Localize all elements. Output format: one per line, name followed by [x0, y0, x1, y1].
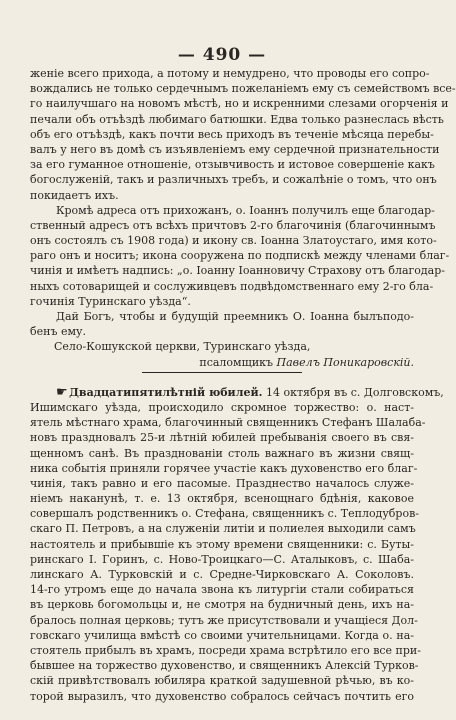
text-line: ныхъ сотоварищей и сослуживцевъ подвѣдомственнаго ему 2-го бла-: [30, 279, 434, 293]
text-line: онъ состоялъ съ 1908 года) и икону св. Іоанна Златоустаго, имя кото-: [30, 234, 437, 248]
text-line: Дай Богъ, чтобы и будущій преемникъ О. Іоанна былъподо-: [56, 310, 414, 323]
text-line: 14-го утромъ еще до начала звона къ литургіи стали собираться: [30, 583, 414, 597]
text-line: валъ у него въ домѣ съ изъявленіемъ ему сердечной признательности: [30, 142, 440, 156]
article-title: Двадцатипятилѣтній юбилей.: [69, 385, 263, 399]
text-line: бывшее на торжество духовенство, и священникъ Алексій Турков-: [30, 659, 419, 673]
signature-author: [30, 355, 414, 370]
text-line: печали объ отъѣздѣ любимаго батюшки. Едва только разнеслась вѣсть: [30, 112, 444, 126]
text-line: богослуженій, такъ и различныхъ требъ, и сожалѣніе о томъ, что онъ: [30, 173, 437, 187]
signature-block: [30, 339, 414, 369]
text-line: раго онъ и носитъ; икона сооружена по подпискѣ между членами благ-: [30, 249, 450, 263]
text-line: 14 октября въ с. Долговскомъ,: [262, 385, 444, 399]
signature-parish: Село-Кошукской церкви, Туринскаго уѣзда,: [54, 340, 311, 354]
article-first-line: [30, 384, 444, 400]
text-line: гочинія Туринскаго уѣзда“.: [30, 294, 191, 308]
text-line: чинія, такъ равно и его пасомые. Празднество началось служе-: [30, 476, 414, 490]
text-line: скаго П. Петровъ, а на служеніи литіи и полиелея выходили самъ: [30, 522, 416, 536]
text-line: стоятель прибылъ въ храмъ, посреди храма встрѣтило его все при-: [30, 643, 421, 657]
text-line: ственный адресъ отъ всѣхъ причтовъ 2-го благочинія (благочиннымъ: [30, 218, 436, 232]
text-line: скій привѣтствовалъ юбиляра краткой задушевной рѣчью, въ ко-: [30, 674, 414, 688]
page-number: — 490 —: [177, 45, 267, 65]
text-line: покидаетъ ихъ.: [30, 188, 119, 202]
text-line: ринскаго І. Горинъ, с. Ново-Троицкаго—С. Аталыковъ, с. Шаба-: [30, 552, 414, 566]
signature-name: Павелъ Поникаровскій.: [276, 355, 414, 369]
paragraph-wish: [30, 309, 414, 339]
text-line: бенъ ему.: [30, 325, 86, 339]
text-line: въ церковь богомольцы и, не смотря на будничный день, ихъ на-: [30, 598, 414, 612]
text-line: го наилучшаго на новомъ мѣстѣ, но и искренними слезами огорченія и: [30, 97, 449, 111]
text-line: женіе всего прихода, а потому и немудрено, что проводы его сопро-: [30, 67, 430, 80]
text-line: Кромѣ адреса отъ прихожанъ, о. Іоаннъ получилъ еще благодар-: [56, 203, 435, 217]
text-line: Ишимскаго уѣзда, происходило скромное торжество: о. наст-: [30, 400, 414, 414]
signature-role: псаломщикъ: [199, 355, 274, 369]
text-line: совершалъ родственникъ о. Стефана, священникъ с. Теплодубров-: [30, 507, 420, 521]
text-line: торой выразилъ, что духовенство собралось сейчасъ почтить его: [30, 689, 414, 703]
section-divider: [142, 372, 302, 373]
text-line: за его гуманное отношеніе, отзывчивость и истовое совершеніе какъ: [30, 158, 435, 172]
text-line: ятель мѣстнаго храма, благочинный священникъ Стефанъ Шалаба-: [30, 416, 426, 430]
article-jubilee: [30, 384, 444, 704]
text-line: чинія и имѣетъ надпись: „о. Іоанну Іоанновичу Страхову отъ благодар-: [30, 264, 445, 278]
text-line: щенномъ санѣ. Въ празднованіи столь важнаго въ жизни свящ-: [30, 446, 414, 460]
text-line: говскаго училища вмѣстѣ со своими учительницами. Когда о. на-: [30, 628, 414, 642]
text-line: ника событія приняли горячее участіе какъ духовенство его благ-: [30, 461, 418, 475]
text-line: вождались не только сердечнымъ пожеланіемъ ему съ семействомъ все-: [30, 82, 456, 96]
text-line: новъ праздновалъ 25-и лѣтній юбилей пребыванія своего въ свя-: [30, 431, 414, 445]
text-line: ніемъ наканунѣ, т. е. 13 октября, всенощнаго бдѣнія, каковое: [30, 492, 414, 506]
paragraph-farewell: [30, 66, 456, 203]
text-line: бралось полная церковь; тутъ же присутствовали и учащіеся Дол-: [30, 613, 418, 627]
text-line: линскаго А. Турковскій и с. Средне-Чирковскаго А. Соколовъ.: [30, 568, 414, 581]
text-line: настоятель и прибывшіе къ этому времени священники: с. Буты-: [30, 537, 414, 551]
text-line: объ его отъѣздѣ, какъ почти весь приходъ въ теченіе мѣсяца перебы-: [30, 127, 434, 141]
paragraph-address: [30, 203, 450, 309]
pointing-hand-icon: ☛: [56, 384, 66, 400]
